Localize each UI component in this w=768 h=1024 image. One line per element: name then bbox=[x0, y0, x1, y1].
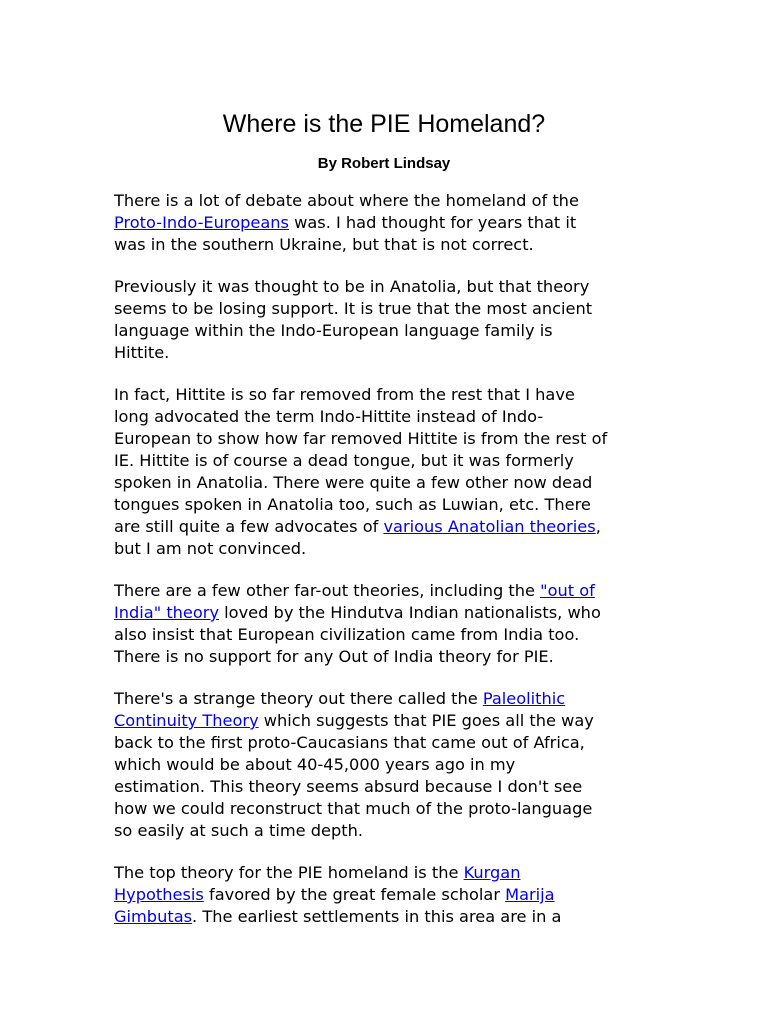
text-run: are still quite a few advocates of bbox=[114, 517, 384, 536]
text-line bbox=[114, 580, 659, 602]
text-line bbox=[114, 646, 659, 668]
paragraph bbox=[114, 688, 659, 842]
text-run: loved by the Hindutva Indian nationalists, who bbox=[219, 603, 601, 622]
text-line bbox=[114, 688, 659, 710]
text-run: language within the Indo-European language family is bbox=[114, 321, 553, 340]
text-run: In fact, Hittite is so far removed from the rest that I have bbox=[114, 385, 575, 404]
text-line bbox=[114, 710, 659, 732]
text-line bbox=[114, 884, 659, 906]
inline-link[interactable]: India" theory bbox=[114, 603, 220, 622]
text-line bbox=[114, 624, 659, 646]
text-line bbox=[114, 320, 659, 342]
text-run: was. I had thought for years that it bbox=[288, 213, 577, 232]
text-run: tongues spoken in Anatolia too, such as Luwian, etc. There bbox=[114, 495, 591, 514]
text-run: estimation. This theory seems absurd because I don't see bbox=[114, 777, 583, 796]
text-line bbox=[114, 428, 659, 450]
inline-link[interactable]: Proto-Indo-Europeans bbox=[114, 213, 289, 232]
author-byline: By Robert Lindsay bbox=[317, 155, 451, 172]
text-line bbox=[114, 754, 659, 776]
text-line bbox=[114, 472, 659, 494]
text-line bbox=[114, 602, 659, 624]
inline-link[interactable]: Marija bbox=[505, 885, 555, 904]
text-run: so easily at such a time depth. bbox=[114, 821, 363, 840]
text-line bbox=[114, 342, 659, 364]
text-run: Previously it was thought to be in Anatolia, but that theory bbox=[114, 277, 590, 296]
text-run: IE. Hittite is of course a dead tongue, but it was formerly bbox=[114, 451, 574, 470]
text-run: long advocated the term Indo-Hittite instead of Indo- bbox=[114, 407, 544, 426]
text-line bbox=[114, 190, 659, 212]
inline-link[interactable]: Paleolithic bbox=[482, 689, 566, 708]
paragraph bbox=[114, 862, 659, 928]
text-line bbox=[114, 776, 659, 798]
text-run: which suggests that PIE goes all the way bbox=[258, 711, 594, 730]
text-run: spoken in Anatolia. There were quite a few other now dead bbox=[114, 473, 593, 492]
inline-link[interactable]: Kurgan bbox=[463, 863, 521, 882]
text-run: which would be about 40-45,000 years ago in my bbox=[114, 755, 516, 774]
text-run: also insist that European civilization came from India too. bbox=[114, 625, 580, 644]
text-run: how we could reconstruct that much of the proto-language bbox=[114, 799, 593, 818]
inline-link[interactable]: Hypothesis bbox=[114, 885, 204, 904]
text-line bbox=[114, 538, 659, 560]
inline-link[interactable]: various Anatolian theories bbox=[383, 517, 596, 536]
text-line bbox=[114, 494, 659, 516]
text-line bbox=[114, 212, 659, 234]
inline-link[interactable]: Gimbutas bbox=[114, 907, 193, 926]
text-run: Hittite. bbox=[114, 343, 170, 362]
paragraph bbox=[114, 276, 659, 364]
text-run: but I am not convinced. bbox=[114, 539, 307, 558]
paragraph bbox=[114, 190, 659, 256]
text-run: favored by the great female scholar bbox=[203, 885, 506, 904]
text-line bbox=[114, 906, 659, 928]
text-line bbox=[114, 406, 659, 428]
article-body bbox=[114, 190, 659, 948]
text-line bbox=[114, 298, 659, 320]
text-run: There are a few other far-out theories, including the bbox=[114, 581, 541, 600]
text-line bbox=[114, 276, 659, 298]
text-run: There is a lot of debate about where the homeland of the bbox=[114, 191, 579, 210]
text-line bbox=[114, 450, 659, 472]
inline-link[interactable]: "out of bbox=[540, 581, 595, 600]
paragraph bbox=[114, 384, 659, 560]
text-run: seems to be losing support. It is true that the most ancient bbox=[114, 299, 593, 318]
text-run: . The earliest settlements in this area are in a bbox=[192, 907, 562, 926]
text-line bbox=[114, 820, 659, 842]
text-line bbox=[114, 384, 659, 406]
text-run: was in the southern Ukraine, but that is not correct. bbox=[114, 235, 534, 254]
paragraph bbox=[114, 580, 659, 668]
text-line bbox=[114, 862, 659, 884]
inline-link[interactable]: Continuity Theory bbox=[114, 711, 259, 730]
text-run: There is no support for any Out of India theory for PIE. bbox=[114, 647, 554, 666]
text-run: back to the first proto-Caucasians that came out of Africa, bbox=[114, 733, 585, 752]
page-title: Where is the PIE Homeland? bbox=[222, 110, 546, 138]
text-line bbox=[114, 516, 659, 538]
text-line bbox=[114, 732, 659, 754]
text-run: , bbox=[595, 517, 601, 536]
text-run: The top theory for the PIE homeland is the bbox=[114, 863, 464, 882]
text-run: European to show how far removed Hittite is from the rest of bbox=[114, 429, 608, 448]
text-line bbox=[114, 798, 659, 820]
text-line bbox=[114, 234, 659, 256]
text-run: There's a strange theory out there called the bbox=[114, 689, 483, 708]
